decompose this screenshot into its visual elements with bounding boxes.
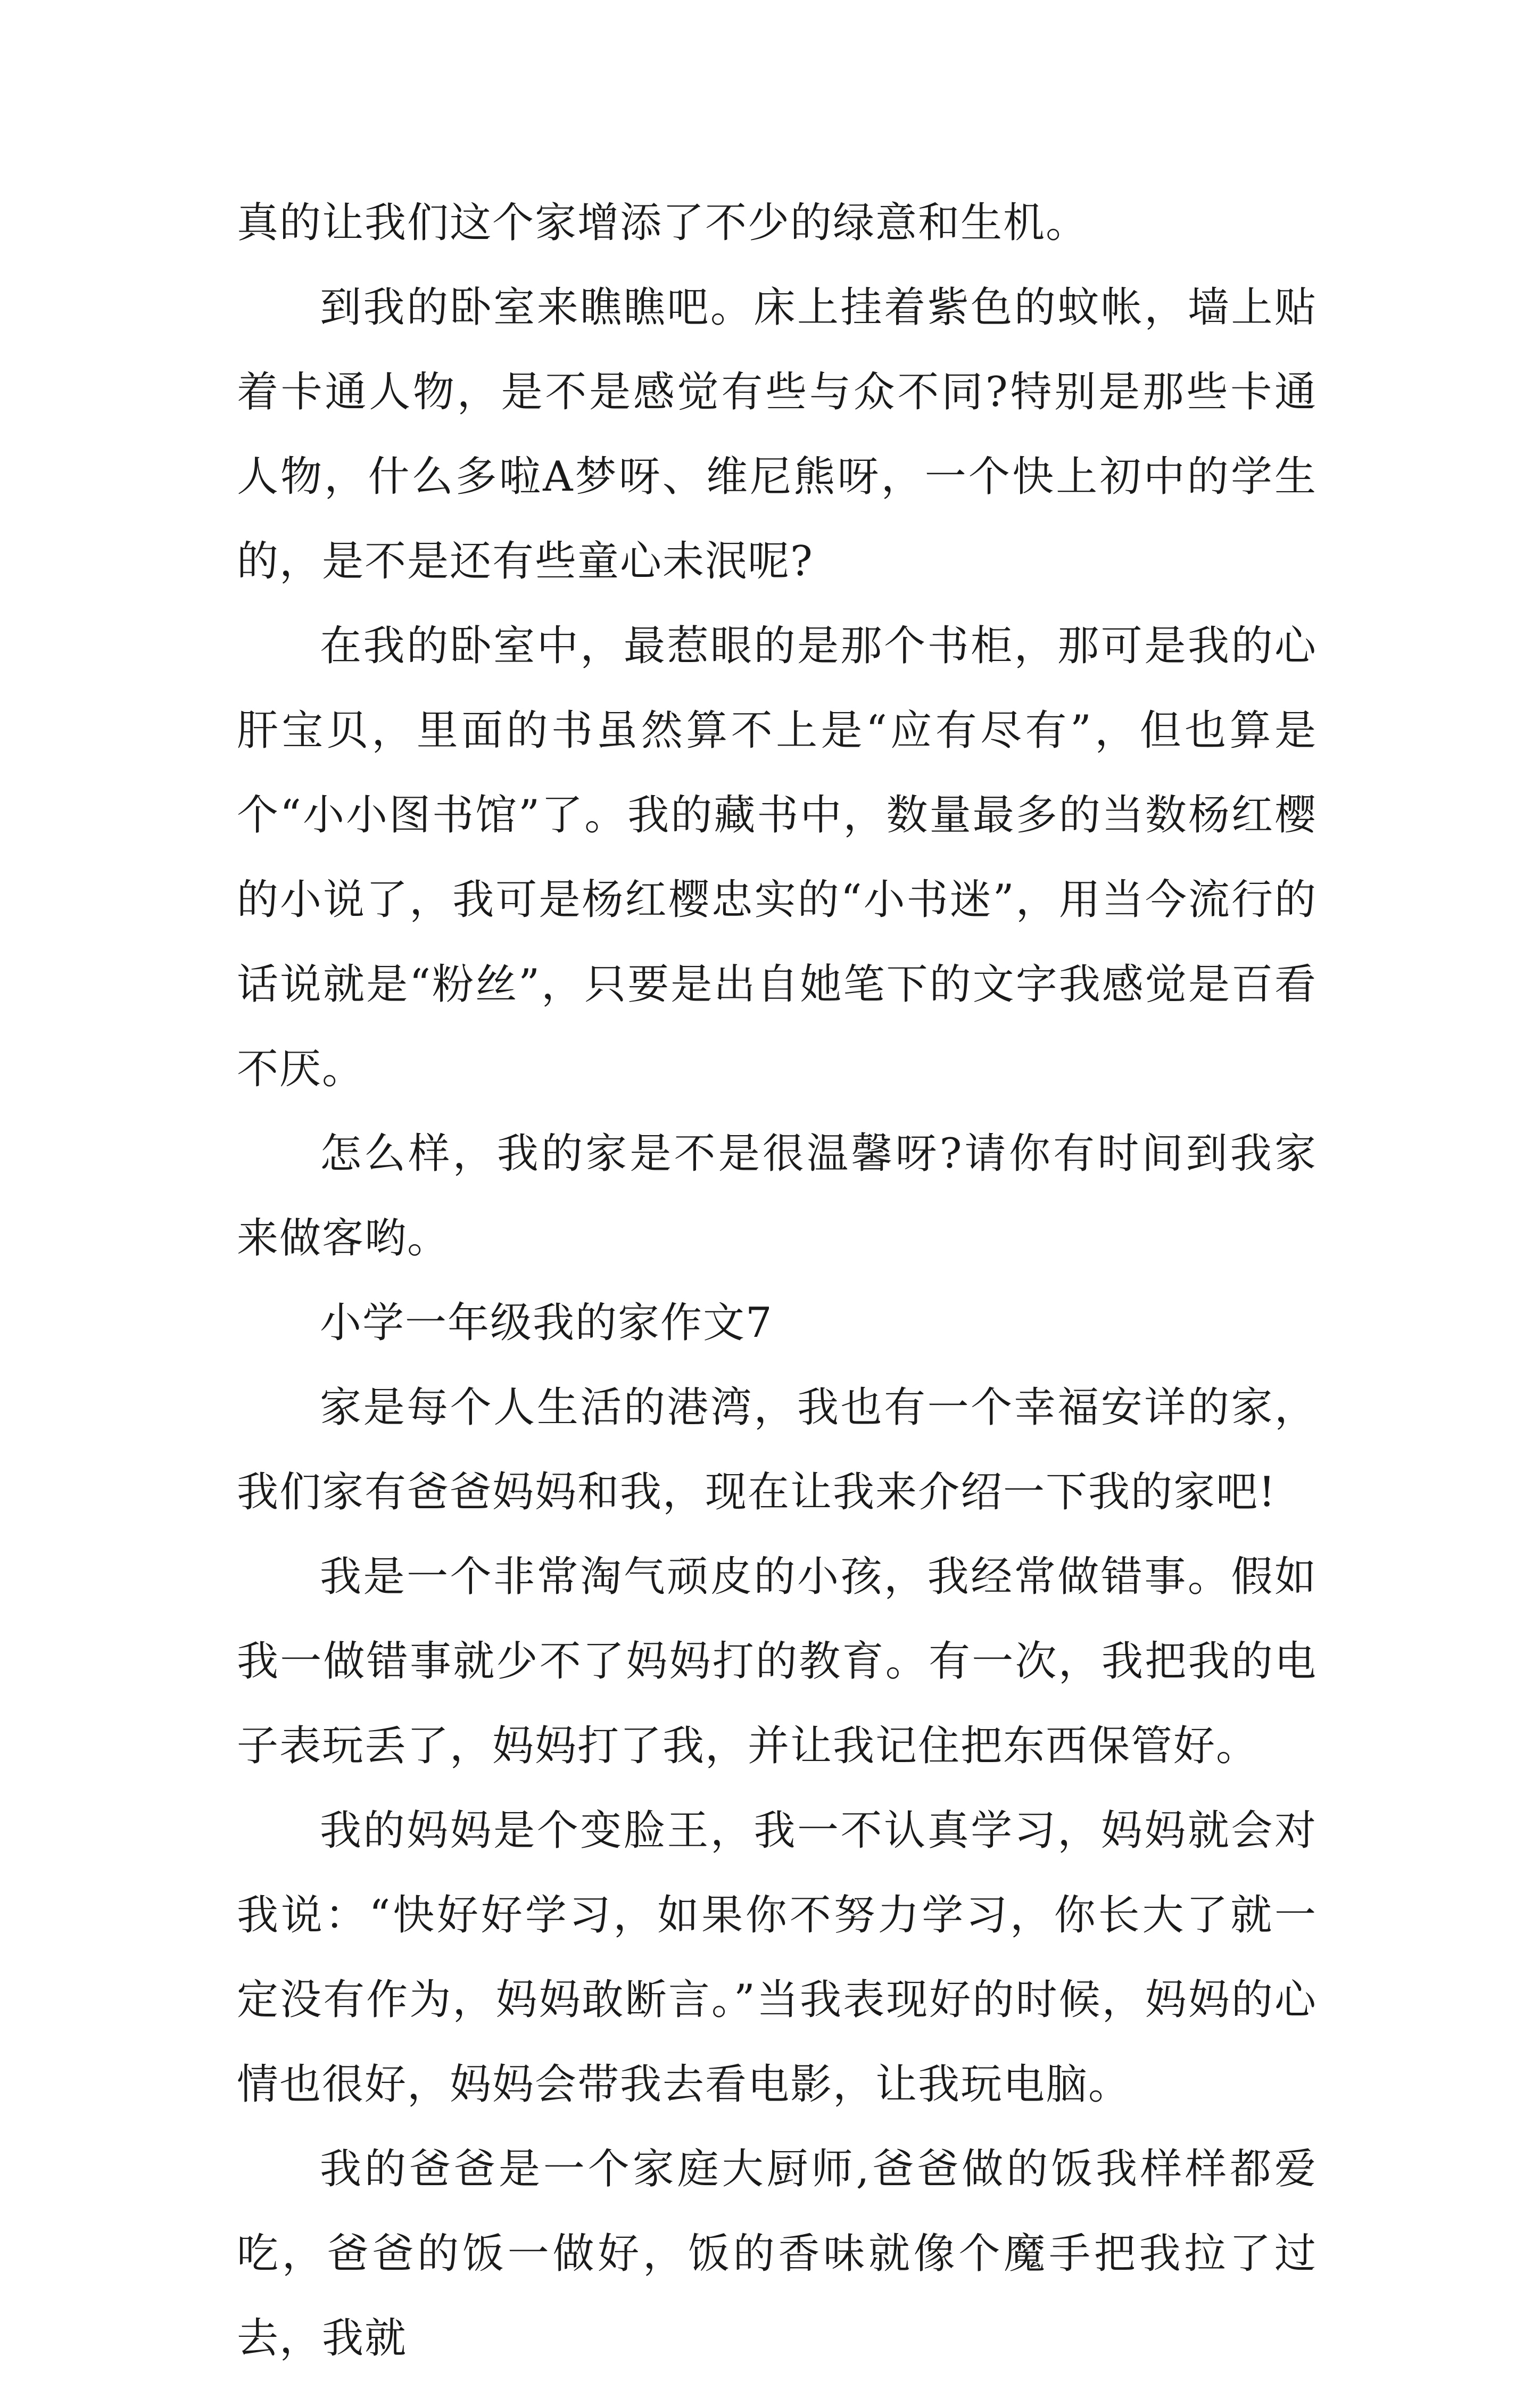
- paragraph-6: 我是一个非常淘气顽皮的小孩，我经常做错事。假如我一做错事就少不了妈妈打的教育。有一次，我把我的电子表玩丢了，妈妈打了我，并让我记住把东西保管好。: [237, 1553, 1317, 1770]
- section-heading: 小学一年级我的家作文7: [320, 1299, 773, 1347]
- paragraph-1: 真的让我们这个家增添了不少的绿意和生机。: [237, 199, 1089, 247]
- document-body: [237, 181, 1317, 2381]
- paragraph-4: 怎么样，我的家是不是很温馨呀?请你有时间到我家来做客哟。: [237, 1130, 1317, 1262]
- paragraph-8: 我的爸爸是一个家庭大厨师,爸爸做的饭我样样都爱吃，爸爸的饭一做好，饭的香味就像个魔手把我拉了过去，我就: [237, 2145, 1317, 2362]
- paragraph-3: 在我的卧室中，最惹眼的是那个书柜，那可是我的心肝宝贝，里面的书虽然算不上是“应有尽有”，但也算是个“小小图书馆”了。我的藏书中，数量最多的当数杨红樱的小说了，我可是杨红樱忠实的“小书迷”，用当今流行的话说就是“粉丝”，只要是出自她笔下的文字我感觉是百看不厌。: [237, 622, 1317, 1093]
- paragraph-2: 到我的卧室来瞧瞧吧。床上挂着紫色的蚊帐，墙上贴着卡通人物，是不是感觉有些与众不同?特别是那些卡通人物，什么多啦A梦呀、维尼熊呀，一个快上初中的学生的，是不是还有些童心未泯呢?: [237, 284, 1317, 585]
- paragraph-5: 家是每个人生活的港湾，我也有一个幸福安详的家，我们家有爸爸妈妈和我，现在让我来介绍一下我的家吧!: [237, 1384, 1317, 1516]
- paragraph-7: 我的妈妈是个变脸王，我一不认真学习，妈妈就会对我说：“快好好学习，如果你不努力学习，你长大了就一定没有作为，妈妈敢断言。”当我表现好的时候，妈妈的心情也很好，妈妈会带我去看电影，让我玩电脑。: [237, 1807, 1317, 2109]
